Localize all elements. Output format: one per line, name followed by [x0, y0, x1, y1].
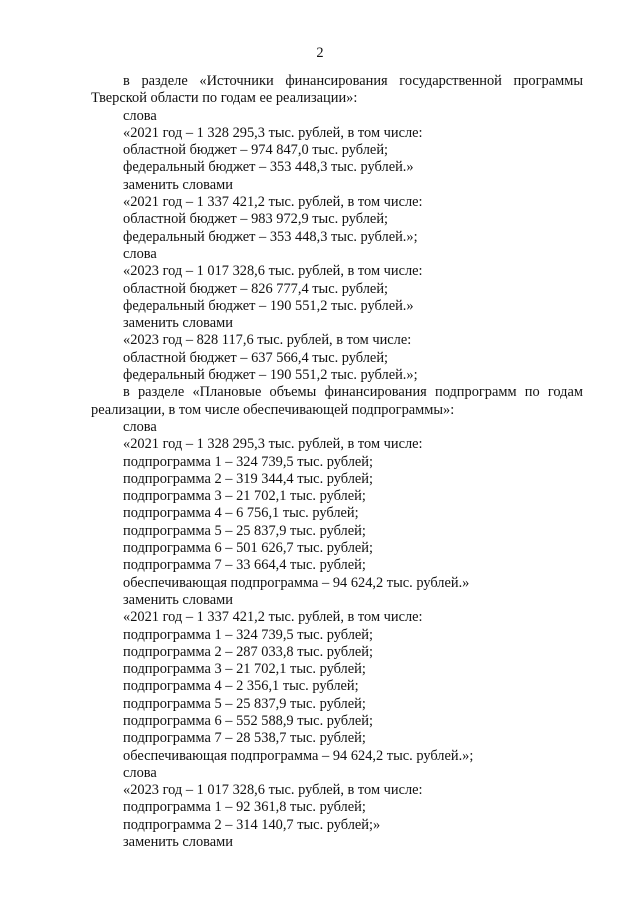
- text-line: подпрограмма 2 – 314 140,7 тыс. рублей;»: [123, 816, 381, 833]
- text-line: областной бюджет – 826 777,4 тыс. рублей;: [123, 280, 389, 297]
- text-line: в разделе «Плановые объемы финансирования подпрограмм по годам: [123, 384, 583, 401]
- text-line: подпрограмма 5 – 25 837,9 тыс. рублей;: [123, 522, 366, 539]
- text-line: подпрограмма 7 – 33 664,4 тыс. рублей;: [123, 557, 366, 574]
- text-line: подпрограмма 2 – 287 033,8 тыс. рублей;: [123, 643, 374, 660]
- text-line: в разделе «Источники финансирования государственной программы: [123, 73, 583, 89]
- text-line: подпрограмма 5 – 25 837,9 тыс. рублей;: [123, 695, 366, 712]
- page-number: 2: [316, 45, 324, 61]
- text-line: заменить словами: [123, 591, 233, 608]
- text-line: «2021 год – 1 328 295,3 тыс. рублей, в том числе:: [123, 124, 423, 141]
- text-line: «2023 год – 1 017 328,6 тыс. рублей, в том числе:: [123, 263, 423, 280]
- text-line: «2023 год – 1 017 328,6 тыс. рублей, в том числе:: [123, 782, 423, 799]
- text-line: областной бюджет – 983 972,9 тыс. рублей;: [123, 211, 389, 228]
- text-line: «2021 год – 1 337 421,2 тыс. рублей, в том числе:: [123, 194, 423, 211]
- text-line: подпрограмма 3 – 21 702,1 тыс. рублей;: [123, 661, 366, 678]
- text-line: подпрограмма 2 – 319 344,4 тыс. рублей;: [123, 470, 374, 487]
- text-line: подпрограмма 1 – 324 739,5 тыс. рублей;: [123, 626, 374, 643]
- text-line: подпрограмма 7 – 28 538,7 тыс. рублей;: [123, 730, 366, 747]
- text-line: федеральный бюджет – 353 448,3 тыс. рублей.»;: [123, 228, 418, 245]
- text-line: областной бюджет – 637 566,4 тыс. рублей;: [123, 349, 389, 366]
- text-line: подпрограмма 4 – 6 756,1 тыс. рублей;: [123, 505, 359, 522]
- text-line: подпрограмма 3 – 21 702,1 тыс. рублей;: [123, 488, 366, 505]
- text-line: «2021 год – 1 328 295,3 тыс. рублей, в том числе:: [123, 436, 423, 453]
- text-line: обеспечивающая подпрограмма – 94 624,2 тыс. рублей.»;: [123, 747, 474, 764]
- text-line: федеральный бюджет – 190 551,2 тыс. рублей.»;: [123, 367, 418, 384]
- text-line: реализации, в том числе обеспечивающей подпрограммы»:: [91, 401, 455, 418]
- text-line: «2023 год – 828 117,6 тыс. рублей, в том числе:: [123, 332, 412, 349]
- text-line: слова: [123, 107, 157, 124]
- text-line: федеральный бюджет – 190 551,2 тыс. рублей.»: [123, 297, 414, 314]
- text-line: слова: [123, 245, 157, 262]
- text-line: Тверской области по годам ее реализации»:: [91, 90, 358, 107]
- text-line: слова: [123, 764, 157, 781]
- text-line: подпрограмма 1 – 324 739,5 тыс. рублей;: [123, 453, 374, 470]
- text-line: «2021 год – 1 337 421,2 тыс. рублей, в том числе:: [123, 609, 423, 626]
- text-line: областной бюджет – 974 847,0 тыс. рублей;: [123, 142, 389, 159]
- text-line: заменить словами: [123, 834, 233, 851]
- document-body: [91, 73, 583, 851]
- text-line: подпрограмма 1 – 92 361,8 тыс. рублей;: [123, 799, 366, 816]
- text-line: заменить словами: [123, 176, 233, 193]
- text-line: подпрограмма 6 – 552 588,9 тыс. рублей;: [123, 712, 374, 729]
- text-line: слова: [123, 418, 157, 435]
- text-line: подпрограмма 4 – 2 356,1 тыс. рублей;: [123, 678, 359, 695]
- text-line: федеральный бюджет – 353 448,3 тыс. рублей.»: [123, 159, 414, 176]
- text-line: подпрограмма 6 – 501 626,7 тыс. рублей;: [123, 540, 374, 557]
- text-line: обеспечивающая подпрограмма – 94 624,2 тыс. рублей.»: [123, 574, 470, 591]
- text-line: заменить словами: [123, 315, 233, 332]
